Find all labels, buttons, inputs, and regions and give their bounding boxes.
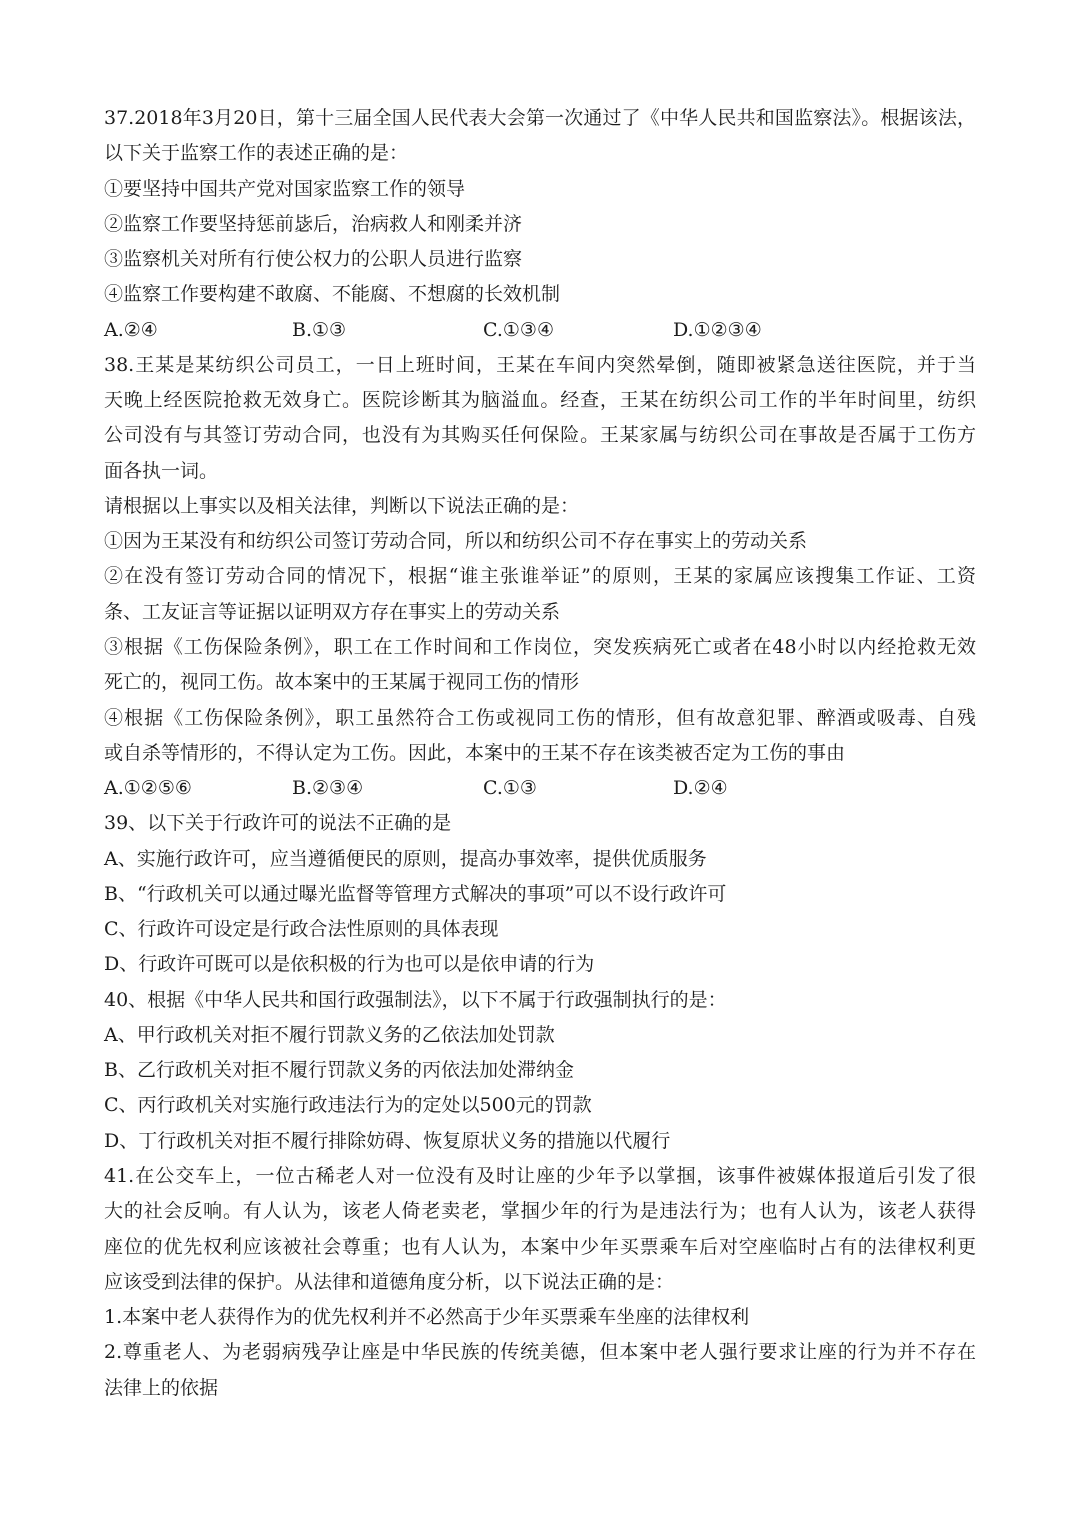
question-41-stem-line: 应该受到法律的保护。从法律和道德角度分析，以下说法正确的是： xyxy=(104,1270,675,1293)
question-37-option-c: C.①③④ xyxy=(483,318,554,341)
question-41-statement-2: 2.尊重老人、为老弱病残孕让座是中华民族的传统美德，但本案中老人强行要求让座的行为并不存在 xyxy=(104,1341,976,1364)
question-38-options xyxy=(104,771,976,806)
question-40-option-a: A、甲行政机关对拒不履行罚款义务的乙依法加处罚款 xyxy=(104,1023,555,1046)
question-40-option-d: D、丁行政机关对拒不履行排除妨碍、恢复原状义务的措施以代履行 xyxy=(104,1129,671,1152)
question-38-option-a: A.①②⑤⑥ xyxy=(104,777,192,800)
question-38-statement-4: ④根据《工伤保险条例》，职工虽然符合工伤或视同工伤的情形，但有故意犯罪、醉酒或吸毒、自残 xyxy=(104,706,976,729)
question-37-statement-1: ①要坚持中国共产党对国家监察工作的领导 xyxy=(104,177,466,200)
question-37-option-b: B.①③ xyxy=(292,318,347,341)
question-38-statement-4-cont: 或自杀等情形的，不得认定为工伤。因此，本案中的王某不存在该类被否定为工伤的事由 xyxy=(104,741,846,764)
question-38-stem-line: 面各执一词。 xyxy=(104,459,219,482)
question-39-option-a: A、实施行政许可，应当遵循便民的原则，提高办事效率，提供优质服务 xyxy=(104,847,707,870)
question-38-stem-line: 天晚上经医院抢救无效身亡。医院诊断其为脑溢血。经查，王某在纺织公司工作的半年时间里，纺织 xyxy=(104,389,976,412)
question-38-statement-2-cont: 条、工友证言等证据以证明双方存在事实上的劳动关系 xyxy=(104,600,561,623)
question-38-statement-2: ②在没有签订劳动合同的情况下，根据“谁主张谁举证”的原则，王某的家属应该搜集工作证、工资 xyxy=(104,565,976,588)
question-38-statement-3: ③根据《工伤保险条例》，职工在工作时间和工作岗位，突发疾病死亡或者在48小时以内经抢救无效 xyxy=(104,635,976,658)
question-37-statement-3: ③监察机关对所有行使公权力的公职人员进行监察 xyxy=(104,248,523,271)
question-37-stem-line: 37.2018年3月20日，第十三届全国人民代表大会第一次通过了《中华人民共和国监察法》。根据该法， xyxy=(104,107,976,129)
question-39-option-c: C、行政许可设定是行政合法性原则的具体表现 xyxy=(104,918,499,941)
question-37-option-a: A.②④ xyxy=(104,318,158,341)
question-40-stem: 40、根据《中华人民共和国行政强制法》，以下不属于行政强制执行的是： xyxy=(104,988,727,1011)
question-37 xyxy=(104,101,976,348)
question-38-option-b: B.②③④ xyxy=(292,777,364,800)
question-41-stem-line: 座位的优先权利应该被社会尊重；也有人认为，本案中少年买票乘车后对空座临时占有的法律权利更 xyxy=(104,1235,976,1258)
question-38-statement-3-cont: 死亡的，视同工伤。故本案中的王某属于视同工伤的情形 xyxy=(104,671,580,694)
question-38-stem-line: 公司没有与其签订劳动合同，也没有为其购买任何保险。王某家属与纺织公司在事故是否属于工伤方 xyxy=(104,424,976,447)
question-37-option-d: D.①②③④ xyxy=(673,318,762,341)
question-38-option-d: D.②④ xyxy=(673,777,728,800)
exam-page xyxy=(104,101,976,1406)
question-37-statement-4: ④监察工作要构建不敢腐、不能腐、不想腐的长效机制 xyxy=(104,283,561,306)
question-41-stem-line: 41.在公交车上，一位古稀老人对一位没有及时让座的少年予以掌掴，该事件被媒体报道后引发了很 xyxy=(104,1164,976,1187)
question-39-option-d: D、行政许可既可以是依积极的行为也可以是依申请的行为 xyxy=(104,953,595,976)
question-40-option-b: B、乙行政机关对拒不履行罚款义务的丙依法加处滞纳金 xyxy=(104,1059,574,1082)
question-39-stem: 39、以下关于行政许可的说法不正确的是 xyxy=(104,812,452,835)
question-41-statement-2-cont: 法律上的依据 xyxy=(104,1376,219,1399)
question-37-options xyxy=(104,313,976,348)
question-38 xyxy=(104,348,976,806)
question-40-option-c: C、丙行政机关对实施行政违法行为的定处以500元的罚款 xyxy=(104,1094,592,1117)
question-37-statement-2: ②监察工作要坚持惩前毖后，治病救人和刚柔并济 xyxy=(104,212,523,235)
question-38-statement-1: ①因为王某没有和纺织公司签订劳动合同，所以和纺织公司不存在事实上的劳动关系 xyxy=(104,530,808,553)
question-38-stem-line: 38.王某是某纺织公司员工，一日上班时间，王某在车间内突然晕倒，随即被紧急送往医院，并于当 xyxy=(104,353,976,376)
question-37-stem-line: 以下关于监察工作的表述正确的是： xyxy=(104,142,409,165)
question-41-stem-line: 大的社会反响。有人认为，该老人倚老卖老，掌掴少年的行为是违法行为；也有人认为，该老人获得 xyxy=(104,1200,976,1223)
question-41-statement-1: 1.本案中老人获得作为的优先权利并不必然高于少年买票乘车坐座的法律权利 xyxy=(104,1306,750,1329)
question-39 xyxy=(104,806,976,982)
question-39-option-b: B、“行政机关可以通过曝光监督等管理方式解决的事项”可以不设行政许可 xyxy=(104,882,727,905)
question-40 xyxy=(104,983,976,1159)
question-41 xyxy=(104,1159,976,1406)
question-38-option-c: C.①③ xyxy=(483,777,537,800)
question-38-prompt: 请根据以上事实以及相关法律，判断以下说法正确的是： xyxy=(104,494,580,517)
